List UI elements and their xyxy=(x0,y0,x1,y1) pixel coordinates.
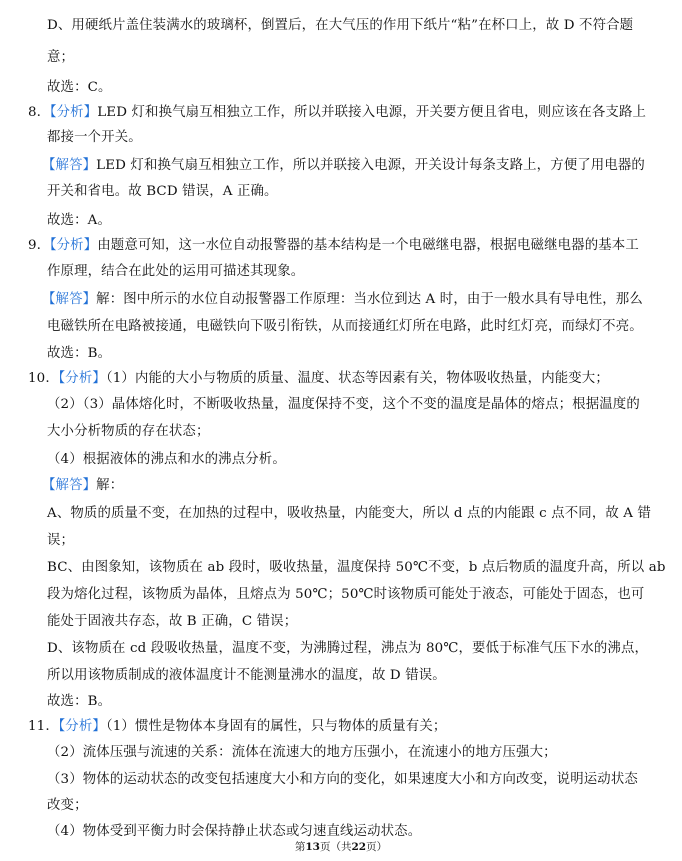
text-line: D、该物质在 cd 段吸收热量，温度不变，为沸腾过程，沸点为 80℃，要低于标准气压下水的沸点， xyxy=(47,641,649,656)
text-line: 故选：C。 xyxy=(47,80,112,95)
question-number: 11. xyxy=(28,719,50,734)
q9-answer-line xyxy=(42,291,643,309)
answer-tag: 【解答】 xyxy=(42,292,97,307)
text-line: 能处于固液共存态，故 B 正确，C 错误； xyxy=(47,614,298,629)
text-line: D、用硬纸片盖住装满水的玻璃杯，倒置后，在大气压的作用下纸片“粘”在杯口上，故 D 不符合题 xyxy=(47,18,634,33)
q8-analysis-line xyxy=(28,104,646,122)
analysis-tag: 【分析】 xyxy=(43,105,98,120)
q10-answer-line xyxy=(42,477,123,495)
page-number: 13 xyxy=(305,841,320,853)
text-line: （2）（3）晶体熔化时，不断吸收热量，温度保持不变，这个不变的温度是晶体的熔点；根据温度的 xyxy=(47,397,640,412)
text-line: 所以用该物质制成的液体温度计不能测量沸水的温度，故 D 错误。 xyxy=(47,668,446,683)
text-line: 大小分析物质的存在状态； xyxy=(47,424,210,439)
question-number: 10. xyxy=(28,371,50,386)
text-line: 意； xyxy=(47,50,75,65)
text-line: （4）根据液体的沸点和水的沸点分析。 xyxy=(47,452,286,467)
text-line: （3）物体的运动状态的改变包括速度大小和方向的变化，如果速度大小和方向改变，说明运动状态 xyxy=(47,772,638,787)
text-line: 误； xyxy=(47,533,75,548)
text-line: A、物质的质量不变，在加热的过程中，吸收热量，内能变大，所以 d 点的内能跟 c 点不同，故 A 错 xyxy=(47,506,652,521)
q10-analysis-line xyxy=(28,370,609,388)
text-line: （4）物体受到平衡力时会保持静止状态或匀速直线运动状态。 xyxy=(47,824,422,839)
text-line: BC、由图象知，该物质在 ab 段时，吸收热量，温度保持 50℃不变，b 点后物质的温度升高，所以 ab xyxy=(47,560,666,575)
footer-prefix: 第 xyxy=(294,841,306,853)
question-number: 8. xyxy=(28,105,42,120)
q8-answer-line xyxy=(42,157,645,175)
analysis-tag: 【分析】 xyxy=(51,719,106,734)
choice-line: 故选：A。 xyxy=(47,213,111,228)
text-line: 开关和省电。故 BCD 错误，A 正确。 xyxy=(47,184,278,199)
question-number: 9. xyxy=(28,238,42,253)
page-footer xyxy=(0,840,682,854)
answer-text: 解： xyxy=(96,478,124,493)
analysis-text: （1）惯性是物体本身固有的属性，只与物体的质量有关； xyxy=(105,719,447,734)
q9-analysis-line xyxy=(28,237,639,255)
analysis-text: 由题意可知，这一水位自动报警器的基本结构是一个电磁继电器，根据电磁继电器的基本工 xyxy=(97,238,639,253)
answer-tag: 【解答】 xyxy=(42,478,97,493)
text-line: 段为熔化过程，该物质为晶体，且熔点为 50℃；50℃时该物质可能处于液态，可能处于固态，也可 xyxy=(47,587,645,602)
analysis-tag: 【分析】 xyxy=(43,238,98,253)
footer-suffix: 页） xyxy=(366,841,388,853)
answer-text: 解：图中所示的水位自动报警器工作原理：当水位到达 A 时，由于一般水具有导电性，那么 xyxy=(96,292,643,307)
text-line: （2）流体压强与流速的关系：流体在流速大的地方压强小，在流速小的地方压强大； xyxy=(47,745,557,760)
answer-tag: 【解答】 xyxy=(42,158,97,173)
text-line: 电磁铁所在电路被接通，电磁铁向下吸引衔铁，从而接通红灯所在电路，此时红灯亮，而绿灯不亮。 xyxy=(47,319,643,334)
choice-line: 故选：B。 xyxy=(47,694,112,709)
choice-line: 故选：B。 xyxy=(47,346,112,361)
answer-text: LED 灯和换气扇互相独立工作，所以并联接入电源，开关设计每条支路上，方便了用电器的 xyxy=(96,158,645,173)
page-total: 22 xyxy=(351,841,367,853)
analysis-text: LED 灯和换气扇互相独立工作，所以并联接入电源，开关要方便且省电，则应该在各支路上 xyxy=(97,105,647,120)
text-line: 作原理，结合在此处的运用可描述其现象。 xyxy=(47,264,305,279)
analysis-tag: 【分析】 xyxy=(51,371,106,386)
footer-middle: 页（共 xyxy=(320,841,352,853)
text-line: 都接一个开关。 xyxy=(47,130,142,145)
text-line: 改变； xyxy=(47,798,88,813)
q11-analysis-line xyxy=(28,718,446,736)
analysis-text: （1）内能的大小与物质的质量、温度、状态等因素有关，物体吸收热量，内能变大； xyxy=(105,371,609,386)
